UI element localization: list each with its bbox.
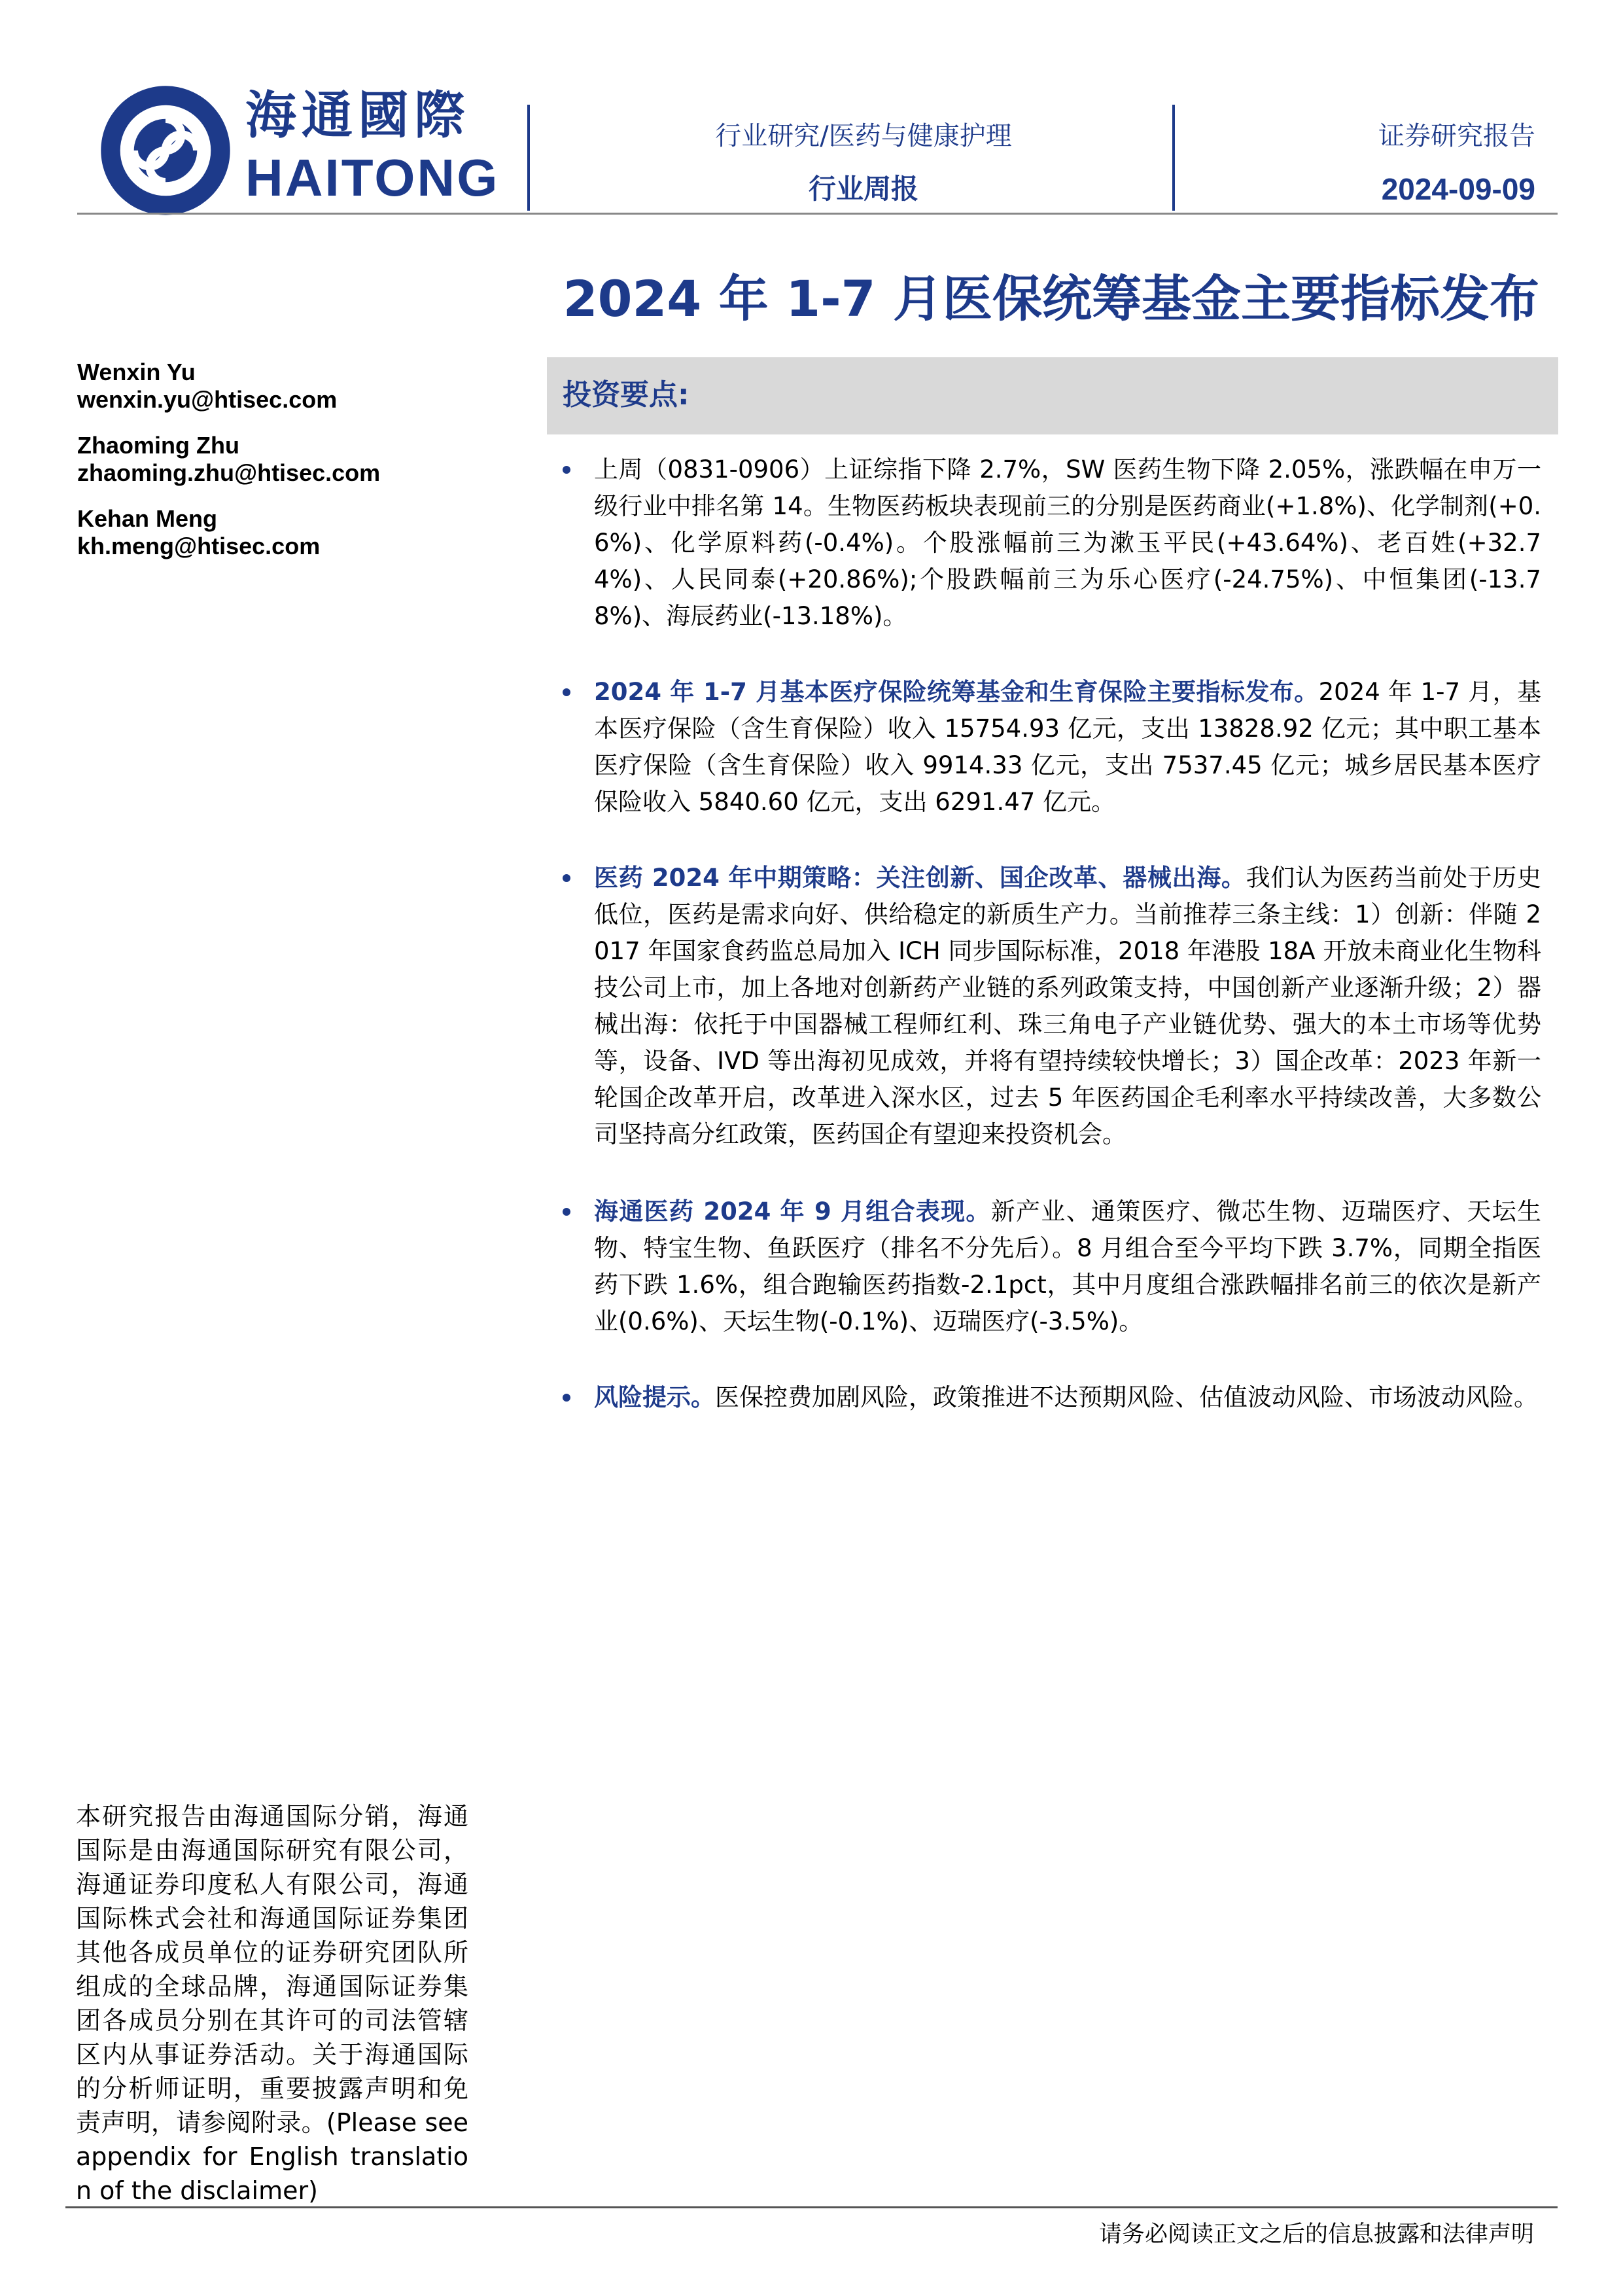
- key-point-text: 医保控费加剧风险，政策推进不达预期风险、估值波动风险、市场波动风险。: [715, 1383, 1538, 1411]
- analyst-entry: [77, 359, 535, 414]
- logo-chinese-name: 海通國際: [245, 86, 471, 145]
- analyst-email[interactable]: zhaoming.zhu@htisec.com: [77, 459, 381, 486]
- key-point-item: [547, 1379, 1541, 1416]
- key-points-list: [547, 451, 1541, 1416]
- analyst-email[interactable]: wenxin.yu@htisec.com: [77, 386, 338, 413]
- report-date: 2024-09-09: [1381, 172, 1535, 206]
- key-point-lead: 2024 年 1-7 月基本医疗保险统筹基金和生育保险主要指标发布。: [594, 678, 1319, 706]
- key-point-lead: 医药 2024 年中期策略：关注创新、国企改革、器械出海。: [594, 864, 1246, 892]
- key-point-lead: 海通医药 2024 年 9 月组合表现。: [594, 1197, 991, 1226]
- footer-notice: 请务必阅读正文之后的信息披露和法律声明: [1098, 2221, 1534, 2248]
- analyst-name: Wenxin Yu: [77, 359, 196, 385]
- haitong-logo: [97, 82, 234, 219]
- distribution-disclaimer: 本研究报告由海通国际分销，海通国际是由海通国际研究有限公司，海通证券印度私人有限公司，海通国际株式会社和海通国际证券集团其他各成员单位的证券研究团队所组成的全球品牌，海通国际证券集团各成员分别在其许可的司法管辖区内从事证券活动。关于海通国际的分析师证明，重要披露声明和免责声明，请参阅附录。(Please see appendix for English translation of the disclaimer): [76, 1802, 468, 2205]
- bullet-icon: [563, 466, 570, 474]
- report-type: 行业周报: [808, 173, 918, 205]
- key-point-lead: 风险提示。: [594, 1383, 715, 1411]
- report-topic: 行业研究/医药与健康护理: [715, 121, 1012, 151]
- analyst-name: Zhaoming Zhu: [77, 432, 239, 459]
- key-point-item: [547, 674, 1541, 821]
- analyst-entry: [77, 505, 535, 560]
- bullet-icon: [563, 1394, 570, 1402]
- key-point-text: 2024 年 1-7 月，基本医疗保险（含生育保险）收入 15754.93 亿元，支出 13828.92 亿元；其中职工基本医疗保险（含生育保险）收入 9914.33 亿元，支出 7537.45 亿元；城乡居民基本医疗保险收入 5840.60 亿元，支出 6291.47 亿元。: [594, 678, 1541, 816]
- analyst-email[interactable]: kh.meng@htisec.com: [77, 533, 321, 559]
- header-divider-left: [527, 105, 530, 211]
- key-point-text: 我们认为医药当前处于历史低位，医药是需求向好、供给稳定的新质生产力。当前推荐三条主线：1）创新：伴随 2017 年国家食药监总局加入 ICH 同步国际标准，2018 年港股 18A 开放未商业化生物科技公司上市，加上各地对创新药产业链的系列政策支持，中国创新产业逐渐升级；2）器械出海：依托于中国器械工程师红利、珠三角电子产业链优势、强大的本土市场等优势等，设备、IVD 等出海初见成效，并将有望持续较快增长；3）国企改革：2023 年新一轮国企改革开启，改革进入深水区，过去 5 年医药国企毛利率水平持续改善，大多数公司坚持高分红政策，医药国企有望迎来投资机会。: [594, 864, 1542, 1148]
- footer-rule: [65, 2206, 1558, 2208]
- analyst-entry: [77, 432, 535, 487]
- report-title: 2024 年 1-7 月医保统筹基金主要指标发布: [563, 270, 1539, 328]
- key-points-heading: 投资要点:: [563, 378, 689, 412]
- header-rule: [77, 213, 1558, 215]
- bullet-icon: [563, 688, 570, 696]
- key-point-item: [547, 1193, 1541, 1340]
- logo-english-name: HAITONG: [245, 149, 500, 207]
- key-point-item: [547, 860, 1541, 1153]
- bullet-icon: [563, 874, 570, 882]
- bullet-icon: [563, 1208, 570, 1216]
- key-point-text: 新产业、通策医疗、微芯生物、迈瑞医疗、天坛生物、特宝生物、鱼跃医疗（排名不分先后）。8 月组合至今平均下跌 3.7%，同期全指医药下跌 1.6%，组合跑输医药指数-2.1pct，其中月度组合涨跌幅排名前三的依次是新产业(0.6%)、天坛生物(-0.1%)、迈瑞医疗(-3.5%)。: [594, 1197, 1542, 1335]
- key-point-text: 上周（0831-0906）上证综指下降 2.7%，SW 医药生物下降 2.05%，涨跌幅在申万一级行业中排名第 14。生物医药板块表现前三的分别是医药商业(+1.8%)、化学制剂(+0.6%)、化学原料药(-0.4%)。个股涨幅前三为漱玉平民(+43.64%)、老百姓(+32.74%)、人民同泰(+20.86%);个股跌幅前三为乐心医疗(-24.75%)、中恒集团(-13.78%)、海辰药业(-13.18%)。: [594, 455, 1541, 630]
- key-points-heading-bar: [547, 357, 1558, 434]
- key-point-item: [547, 451, 1541, 635]
- analyst-list: [77, 359, 535, 578]
- report-category: 证券研究报告: [1378, 121, 1535, 151]
- analyst-name: Kehan Meng: [77, 505, 218, 532]
